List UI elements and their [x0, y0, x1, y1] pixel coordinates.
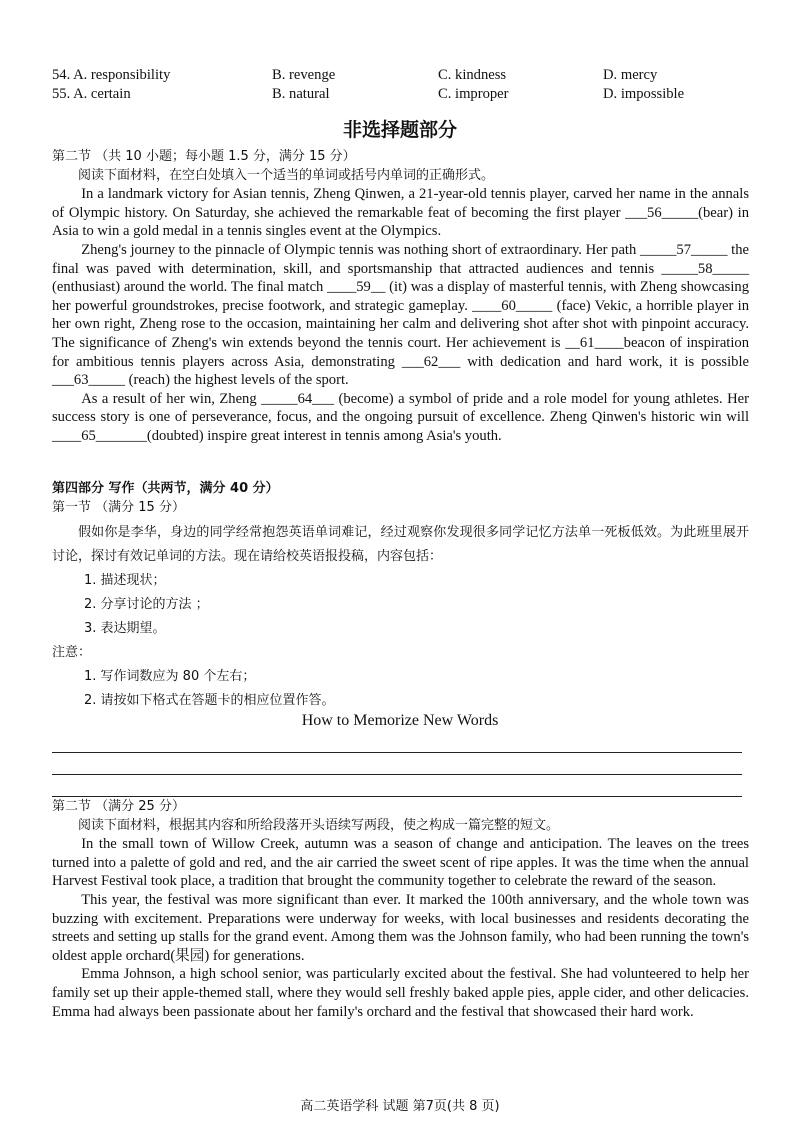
passage-paragraph: In a landmark victory for Asian tennis, Zheng Qinwen, a 21-year-old tennis player, carved her name in the annals of Olympic history. On Saturday, she achieved the remarkable feat of becoming the first player ___56_____(bear) in Asia to win a gold medal in a tennis singles event at the Olympics. [52, 186, 749, 240]
writing-note: 2. 请按如下格式在答题卡的相应位置作答。 [84, 693, 335, 709]
answer-line [52, 796, 742, 797]
option-c: C. improper [438, 86, 509, 102]
writing-section [52, 480, 749, 713]
option-c: C. kindness [438, 67, 507, 83]
writing-point: 3. 表达期望。 [84, 621, 166, 637]
option-row-55 [52, 85, 752, 104]
answer-options [52, 66, 752, 104]
answer-line [52, 752, 742, 753]
continuation-instruction: 阅读下面材料，根据其内容和所给段落开头语续写两段，使之构成一篇完整的短文。 [78, 817, 560, 833]
option-b: B. natural [272, 86, 330, 102]
option-a: 55. A. certain [52, 86, 131, 102]
option-d: D. impossible [603, 86, 685, 102]
story-paragraph: This year, the festival was more significant than ever. It marked the 100th anniversary, and the whole town was buzzing with excitement. Preparations were underway for weeks, with local businesses and residents decorating the streets and setting up stalls for the grand event. Among them was the Johnson family, who had been running the town's oldest apple orchard(果园) for generations. [52, 891, 749, 964]
writing-sub1-heading: 第一节 （满分 15 分） [52, 499, 185, 515]
story-paragraph: Emma Johnson, a high school senior, was particularly excited about the festival. She had volunteered to help her family set up their apple-themed stall, where they would sell freshly baked apple pies, apple cider, and other delicacies. Emma had always been passionate about her family's orchard and the festival that showcased their hard work. [52, 966, 749, 1020]
grammar-fill-section [52, 148, 749, 446]
continuation-heading: 第二节 （满分 25 分） [52, 799, 185, 814]
continuation-section [52, 798, 749, 1021]
option-a: 54. A. responsibility [52, 67, 171, 83]
writing-prompt: 假如你是李华，身边的同学经常抱怨英语单词难记，经过观察你发现很多同学记忆方法单一死板低效。为此班里展开讨论，探讨有效记单词的方法。现在请给校英语报投稿，内容包括： [52, 525, 749, 565]
page-footer: 高二英语学科 试题 第7页(共 8 页) [300, 1099, 500, 1114]
grammar-instruction: 阅读下面材料，在空白处填入一个适当的单词或括号内单词的正确形式。 [78, 167, 495, 183]
answer-line [52, 774, 742, 775]
option-row-54 [52, 66, 752, 85]
story-paragraph: In the small town of Willow Creek, autumn was a season of change and anticipation. The leaves on the trees turned into a palette of gold and red, and the air carried the sweet scent of ripe apples. It was the time when the annual Harvest Festival took place, a tradition that brought the community together to celebrate the reward of the season. [52, 836, 749, 890]
grammar-heading: 第二节 （共 10 小题；每小题 1.5 分，满分 15 分） [52, 149, 356, 164]
note-label: 注意： [52, 645, 92, 661]
writing-point: 1. 描述现状； [84, 573, 166, 589]
writing-heading: 第四部分 写作（共两节，满分 40 分） [52, 481, 279, 496]
section-title: 非选择题部分 [342, 120, 457, 141]
passage-paragraph: Zheng's journey to the pinnacle of Olympic tennis was nothing short of extraordinary. Her path _____57_____ the final was paved with determination, skill, and sportsmanship that attracted audiences and tennis _____58_____ (enthusiast) around the world. The final match ____59__ (it) was a display of masterful tennis, with Zheng showcasing her powerful groundstrokes, precise footwork, and strategic gameplay. ____60_____ (face) Vekic, a horrible player in her own right, Zheng rose to the occasion, maintaining her calm and delivering shot after shot with pinpoint accuracy. The significance of Zheng's win extends beyond the tennis court. Her achievement is __61____beacon of inspiration for ambitious tennis players across Asia, demonstrating ___62___ with dedication and hard work, it is possible ___63_____ (reach) the highest levels of the sport. [52, 241, 749, 389]
option-b: B. revenge [272, 67, 336, 83]
writing-note: 1. 写作词数应为 80 个左右； [84, 669, 256, 685]
essay-title: How to Memorize New Words [301, 712, 499, 729]
writing-point: 2. 分享讨论的方法 ； [84, 597, 209, 613]
passage-paragraph: As a result of her win, Zheng _____64___ (become) a symbol of pride and a role model for young athletes. Her success story is one of perseverance, focus, and the ongoing pursuit of excellence. Zheng Qinwen's historic win will ____65_______(doubted) inspire great interest in tennis among Asia's youth. [52, 390, 749, 444]
option-d: D. mercy [603, 67, 658, 83]
